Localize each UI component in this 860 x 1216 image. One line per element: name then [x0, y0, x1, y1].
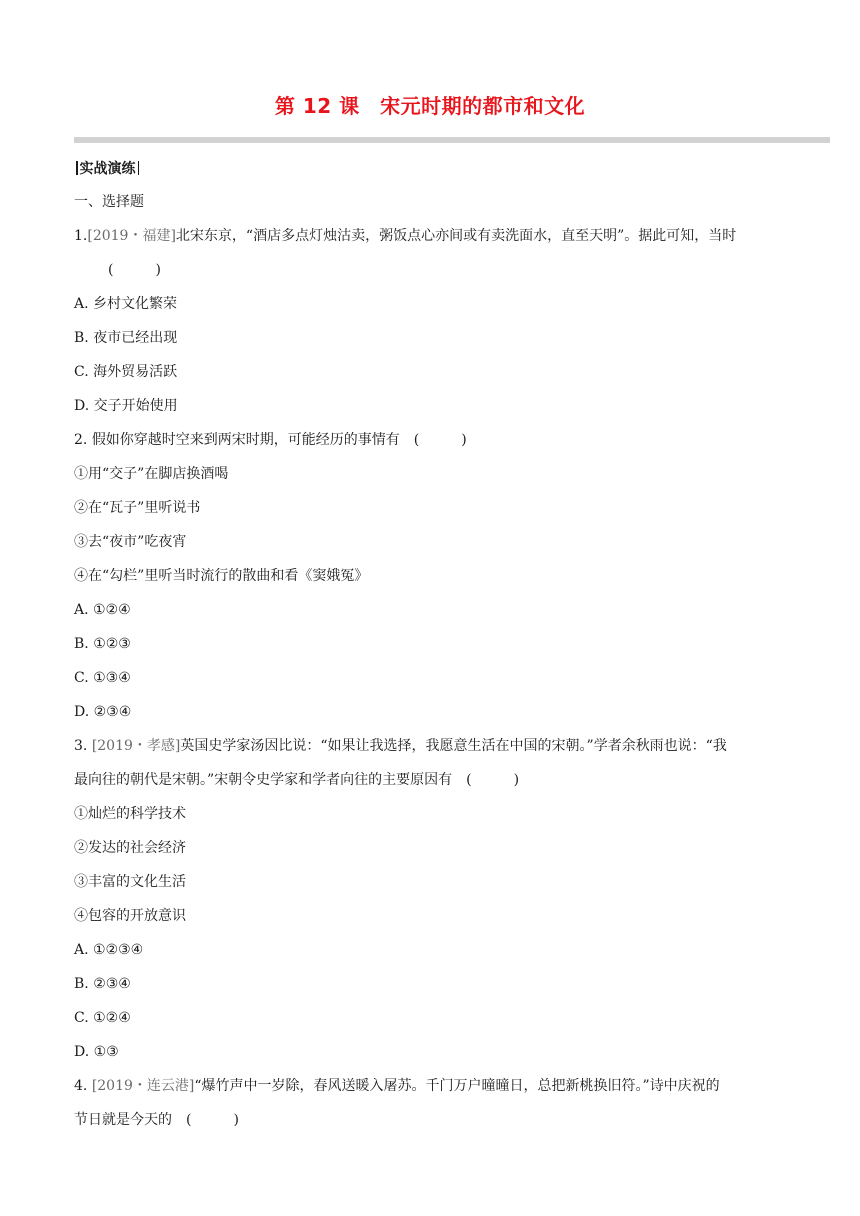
question-number: 4. [74, 1078, 88, 1094]
question-source: [2019・福建] [87, 228, 176, 244]
question-3-item-4: ④包容的开放意识 [74, 908, 186, 924]
question-3-item-1: ①灿烂的科学技术 [74, 806, 186, 822]
question-3-option-b: B. ②③④ [74, 976, 131, 992]
section-label [74, 158, 141, 178]
title-divider [74, 137, 830, 143]
question-2-option-d: D. ②③④ [74, 704, 132, 720]
lesson-title: 第 12 课 宋元时期的都市和文化 [274, 94, 586, 118]
question-2-item-1: ①用“交子”在脚店换酒喝 [74, 466, 229, 482]
question-3-option-c: C. ①②④ [74, 1010, 131, 1026]
question-text: 英国史学家汤因比说：“如果让我选择，我愿意生活在中国的宋朝。”学者余秋雨也说：“我 [180, 738, 727, 754]
question-2-item-3: ③去“夜市”吃夜宵 [74, 534, 187, 550]
question-3-item-2: ②发达的社会经济 [74, 840, 186, 856]
question-2-stem [74, 430, 467, 450]
question-number: 3. [74, 738, 88, 754]
part-heading: 一、选择题 [74, 194, 144, 210]
question-2-item-4: ④在“勾栏”里听当时流行的散曲和看《窦娥冤》 [74, 568, 369, 584]
question-number: 1. [74, 228, 88, 244]
question-1-stem [74, 226, 736, 246]
question-source: [2019・孝感] [91, 738, 181, 754]
question-text: 假如你穿越时空来到两宋时期，可能经历的事情有 ( ) [91, 432, 467, 448]
question-text: “爆竹声中一岁除，春风送暖入屠苏。千门万户曈曈日，总把新桃换旧符。”诗中庆祝的 [194, 1078, 720, 1094]
question-3-option-d: D. ①③ [74, 1044, 119, 1060]
question-number: 2. [74, 432, 88, 448]
section-label-text: 实战演练 [79, 161, 136, 177]
question-2-option-c: C. ①③④ [74, 670, 131, 686]
question-2-option-a: A. ①②④ [74, 602, 131, 618]
question-source: [2019・连云港] [91, 1078, 195, 1094]
question-4-stem-continued: 节日就是今天的 ( ) [74, 1112, 239, 1128]
question-4-stem [74, 1076, 720, 1096]
question-1-answer-blank: ( ) [108, 262, 161, 278]
section-bar-left [76, 161, 78, 175]
question-1-option-d: D. 交子开始使用 [74, 398, 178, 414]
question-2-option-b: B. ①②③ [74, 636, 131, 652]
question-2-item-2: ②在“瓦子”里听说书 [74, 500, 201, 516]
question-text: 北宋东京，“酒店多点灯烛沽卖，粥饭点心亦间或有卖洗面水，直至天明”。据此可知，当时 [175, 228, 737, 244]
question-3-stem [74, 736, 727, 756]
question-1-option-b: B. 夜市已经出现 [74, 330, 178, 346]
question-3-option-a: A. ①②③④ [74, 942, 144, 958]
question-3-item-3: ③丰富的文化生活 [74, 874, 186, 890]
question-1-option-a: A. 乡村文化繁荣 [74, 296, 178, 312]
question-1-option-c: C. 海外贸易活跃 [74, 364, 178, 380]
section-bar-right [138, 161, 140, 175]
question-3-stem-continued: 最向往的朝代是宋朝。”宋朝令史学家和学者向往的主要原因有 ( ) [74, 772, 520, 788]
